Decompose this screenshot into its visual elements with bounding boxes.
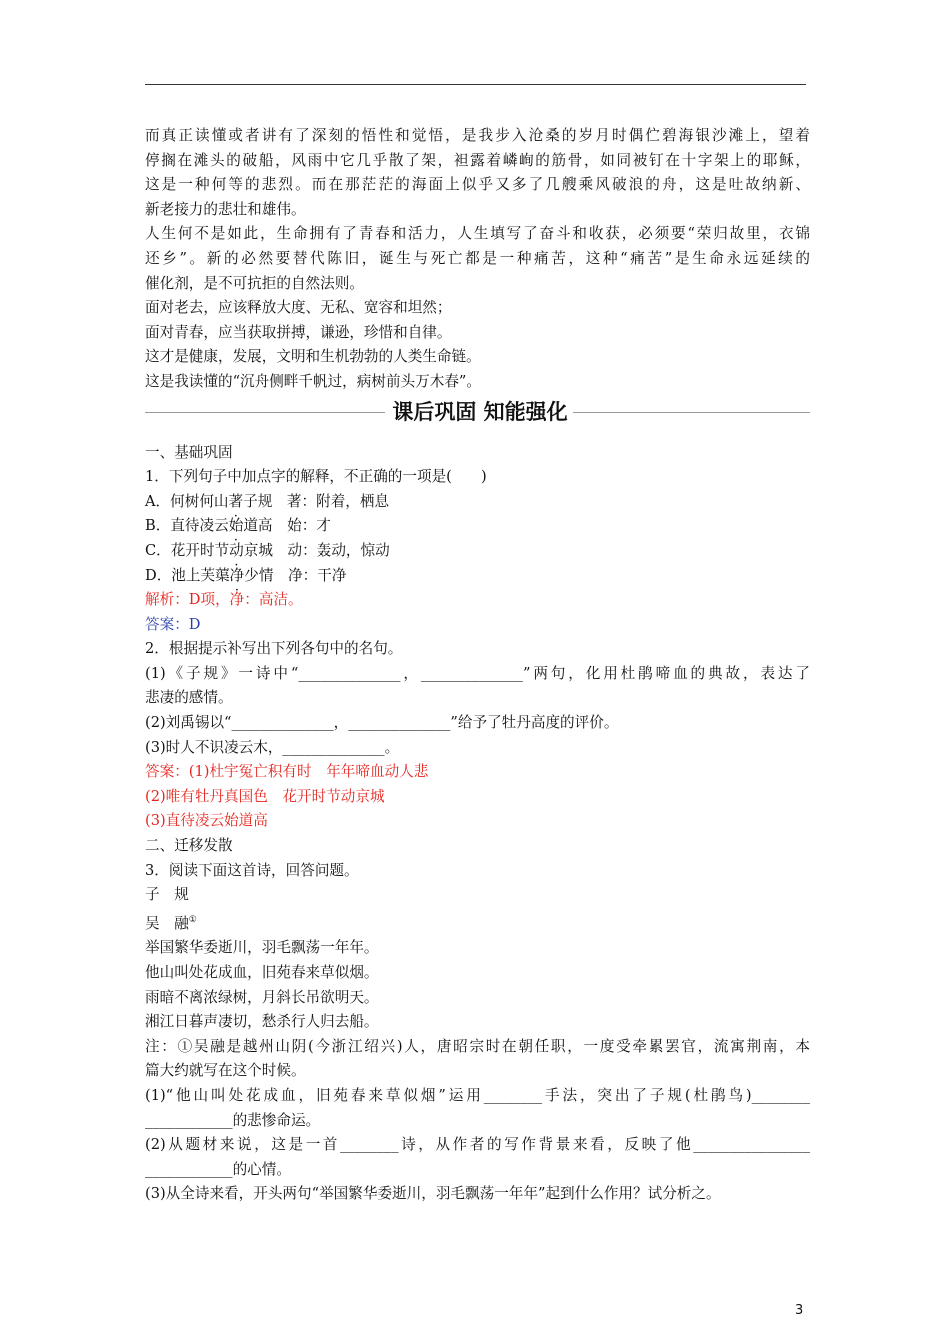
part-basic <box>145 441 810 835</box>
option-a: A．何树何山著子规 著：附着，栖息 <box>145 492 390 510</box>
part-heading: 一、基础巩固 <box>145 443 233 461</box>
fill-blank-item: (2)刘禹锡以“______________，______________”给予了牡丹高度的评价。 <box>145 714 619 732</box>
section-title: 课后巩固 知能强化 <box>392 399 568 424</box>
part-transfer <box>145 834 810 1207</box>
option-d: D．池上芙蕖净少情 净：干净 <box>145 566 347 584</box>
essay-line: 催化剂，是不可抗拒的自然法则。 <box>145 274 364 292</box>
page-number: 3 <box>795 1303 804 1318</box>
sub-question: (1)“他山叫处花成血，旧苑春来草似烟”运用________手法，突出了子规(杜鹃鸟)________ <box>145 1086 810 1104</box>
answer-text: 答案：(1)杜宇冤亡积有时 年年啼血动人悲 <box>145 763 429 781</box>
fill-blank-item: (3)时人不识凌云木，______________。 <box>145 738 400 756</box>
answer-text: (2)唯有牡丹真国色 花开时节动京城 <box>145 787 385 805</box>
footnote: 篇大约就写在这个时候。 <box>145 1062 306 1080</box>
banner-rule-right <box>573 412 810 413</box>
document-body <box>145 124 810 1207</box>
essay-line: 新老接力的悲壮和雄伟。 <box>145 200 306 218</box>
answer-text: 答案：D <box>145 615 201 633</box>
essay-line: 这是一种何等的悲烈。而在那茫茫的海面上似乎又多了几艘乘风破浪的舟，这是吐故纳新、 <box>145 176 810 194</box>
analysis-text: 解析：D项，净：高洁。 <box>145 591 303 609</box>
poem-line: 他山叫处花成血，旧苑春来草似烟。 <box>145 964 379 981</box>
essay-line: 面对老去，应该释放大度、无私、宽容和坦然； <box>145 299 452 317</box>
fill-blank-item: 悲凄的感情。 <box>145 689 233 707</box>
essay-line: 面对青春，应当获取拼搏，谦逊，珍惜和自律。 <box>145 323 452 341</box>
dotted-char: 净 <box>229 566 245 584</box>
dotted-char: 始 <box>228 517 244 535</box>
sub-question: (2)从题材来说，这是一首________诗，从作者的写作背景来看，反映了他________________ <box>145 1136 810 1154</box>
option-b: B．直待凌云始道高 始：才 <box>145 517 331 535</box>
footnote-mark: ① <box>188 914 197 925</box>
question-stem: 1．下列句子中加点字的解释，不正确的一项是( ) <box>145 468 487 486</box>
fill-blank-item: (1)《子规》一诗中“______________，______________”两句，化用杜鹃啼血的典故，表达了 <box>145 664 810 682</box>
footnote: 注：①吴融是越州山阴(今浙江绍兴)人，唐昭宗时在朝任职，一度受牵累罢官，流寓荆南，本 <box>145 1037 810 1055</box>
answer-text: (3)直待凌云始道高 <box>145 812 268 830</box>
question-stem: 2．根据提示补写出下列各句中的名句。 <box>145 640 403 658</box>
poem-title: 子 规 <box>145 886 189 904</box>
poem-author: 吴 融① <box>145 914 197 932</box>
question-stem: 3．阅读下面这首诗，回答问题。 <box>145 861 359 879</box>
poem-line: 雨暗不离浓绿树，月斜长吊欲明天。 <box>145 988 379 1006</box>
poem-line: 湘江日暮声凄切，愁杀行人归去船。 <box>145 1013 379 1031</box>
part-heading: 二、迁移发散 <box>145 837 233 855</box>
essay-line: 停搁在滩头的破船，风雨中它几乎散了架，袒露着嶙峋的筋骨，如同被钉在十字架上的耶稣， <box>145 151 810 169</box>
dotted-char: 著 <box>228 492 244 510</box>
essay-line: 而真正读懂或者讲有了深刻的悟性和觉悟，是我步入沧桑的岁月时偶伫碧海银沙滩上，望着 <box>145 127 810 144</box>
essay-line: 这才是健康，发展，文明和生机勃勃的人类生命链。 <box>145 348 481 366</box>
section-banner <box>145 397 810 431</box>
header-rule <box>145 84 806 85</box>
essay-line: 还乡”。新的必然要替代陈旧，诞生与死亡都是一种痛苦，这种“痛苦”是生命永远延续的 <box>145 249 810 267</box>
essay-passage <box>145 124 810 395</box>
sub-question: (3)从全诗来看，开头两句“举国繁华委逝川，羽毛飘荡一年年”起到什么作用？试分析之。 <box>145 1185 721 1203</box>
option-c: C．花开时节动京城 动：轰动，惊动 <box>145 541 390 559</box>
essay-line: 人生何不是如此，生命拥有了青春和活力，人生填写了奋斗和收获，必须要“荣归故里，衣锦 <box>145 225 810 243</box>
essay-line: 这是我读懂的“沉舟侧畔千帆过，病树前头万木春”。 <box>145 372 481 390</box>
sub-question: ____________的悲惨命运。 <box>145 1111 321 1129</box>
banner-rule-left <box>145 412 385 413</box>
dotted-char: 动 <box>229 541 244 559</box>
sub-question: ____________的心情。 <box>145 1160 291 1178</box>
poem-line: 举国繁华委逝川，羽毛飘荡一年年。 <box>145 939 379 957</box>
